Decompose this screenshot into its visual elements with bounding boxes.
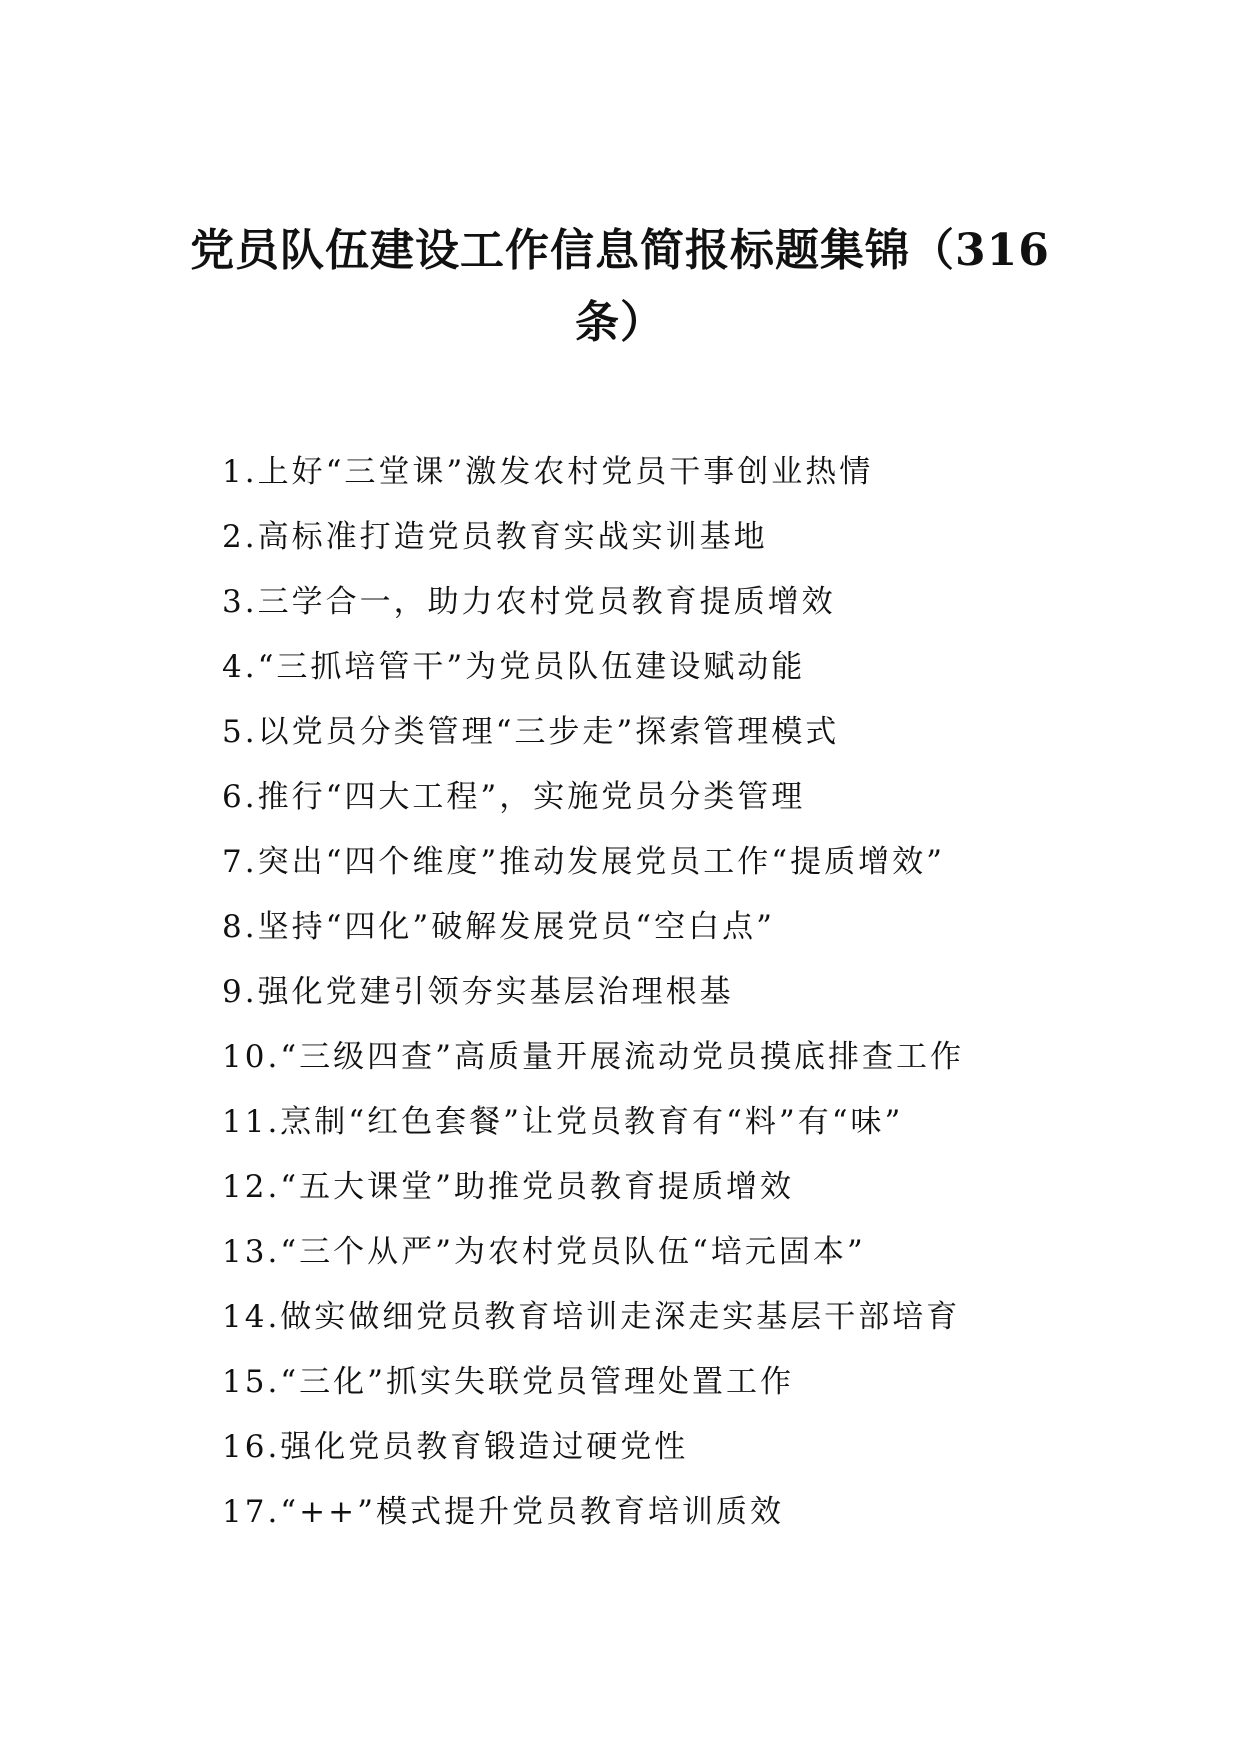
- headline-list: [222, 440, 1082, 1545]
- list-item: 6.推行“四大工程”，实施党员分类管理: [222, 779, 806, 815]
- list-item: 1.上好“三堂课”激发农村党员干事创业热情: [222, 454, 874, 490]
- list-item: 3.三学合一，助力农村党员教育提质增效: [222, 584, 836, 620]
- list-item: 7.突出“四个维度”推动发展党员工作“提质增效”: [222, 844, 945, 880]
- list-item: 17.“++”模式提升党员教育培训质效: [222, 1494, 784, 1530]
- title-line-2: 条）: [575, 297, 665, 348]
- list-item: 13.“三个从严”为农村党员队伍“培元固本”: [222, 1234, 866, 1270]
- list-item: 5.以党员分类管理“三步走”探索管理模式: [222, 714, 840, 750]
- list-item: 4.“三抓培管干”为党员队伍建设赋动能: [222, 649, 806, 685]
- title-line-1: 党员队伍建设工作信息简报标题集锦（316: [190, 225, 1050, 276]
- list-item: 10.“三级四查”高质量开展流动党员摸底排查工作: [222, 1039, 964, 1075]
- list-item: 12.“五大课堂”助推党员教育提质增效: [222, 1169, 794, 1205]
- list-item: 14.做实做细党员教育培训走深走实基层干部培育: [222, 1299, 961, 1335]
- list-item: 16.强化党员教育锻造过硬党性: [222, 1429, 689, 1465]
- list-item: 9.强化党建引领夯实基层治理根基: [222, 974, 734, 1010]
- list-item: 11.烹制“红色套餐”让党员教育有“料”有“味”: [222, 1104, 904, 1140]
- document-title: [160, 215, 1080, 359]
- list-item: 2.高标准打造党员教育实战实训基地: [222, 519, 768, 555]
- list-item: 15.“三化”抓实失联党员管理处置工作: [222, 1364, 794, 1400]
- list-item: 8.坚持“四化”破解发展党员“空白点”: [222, 909, 775, 945]
